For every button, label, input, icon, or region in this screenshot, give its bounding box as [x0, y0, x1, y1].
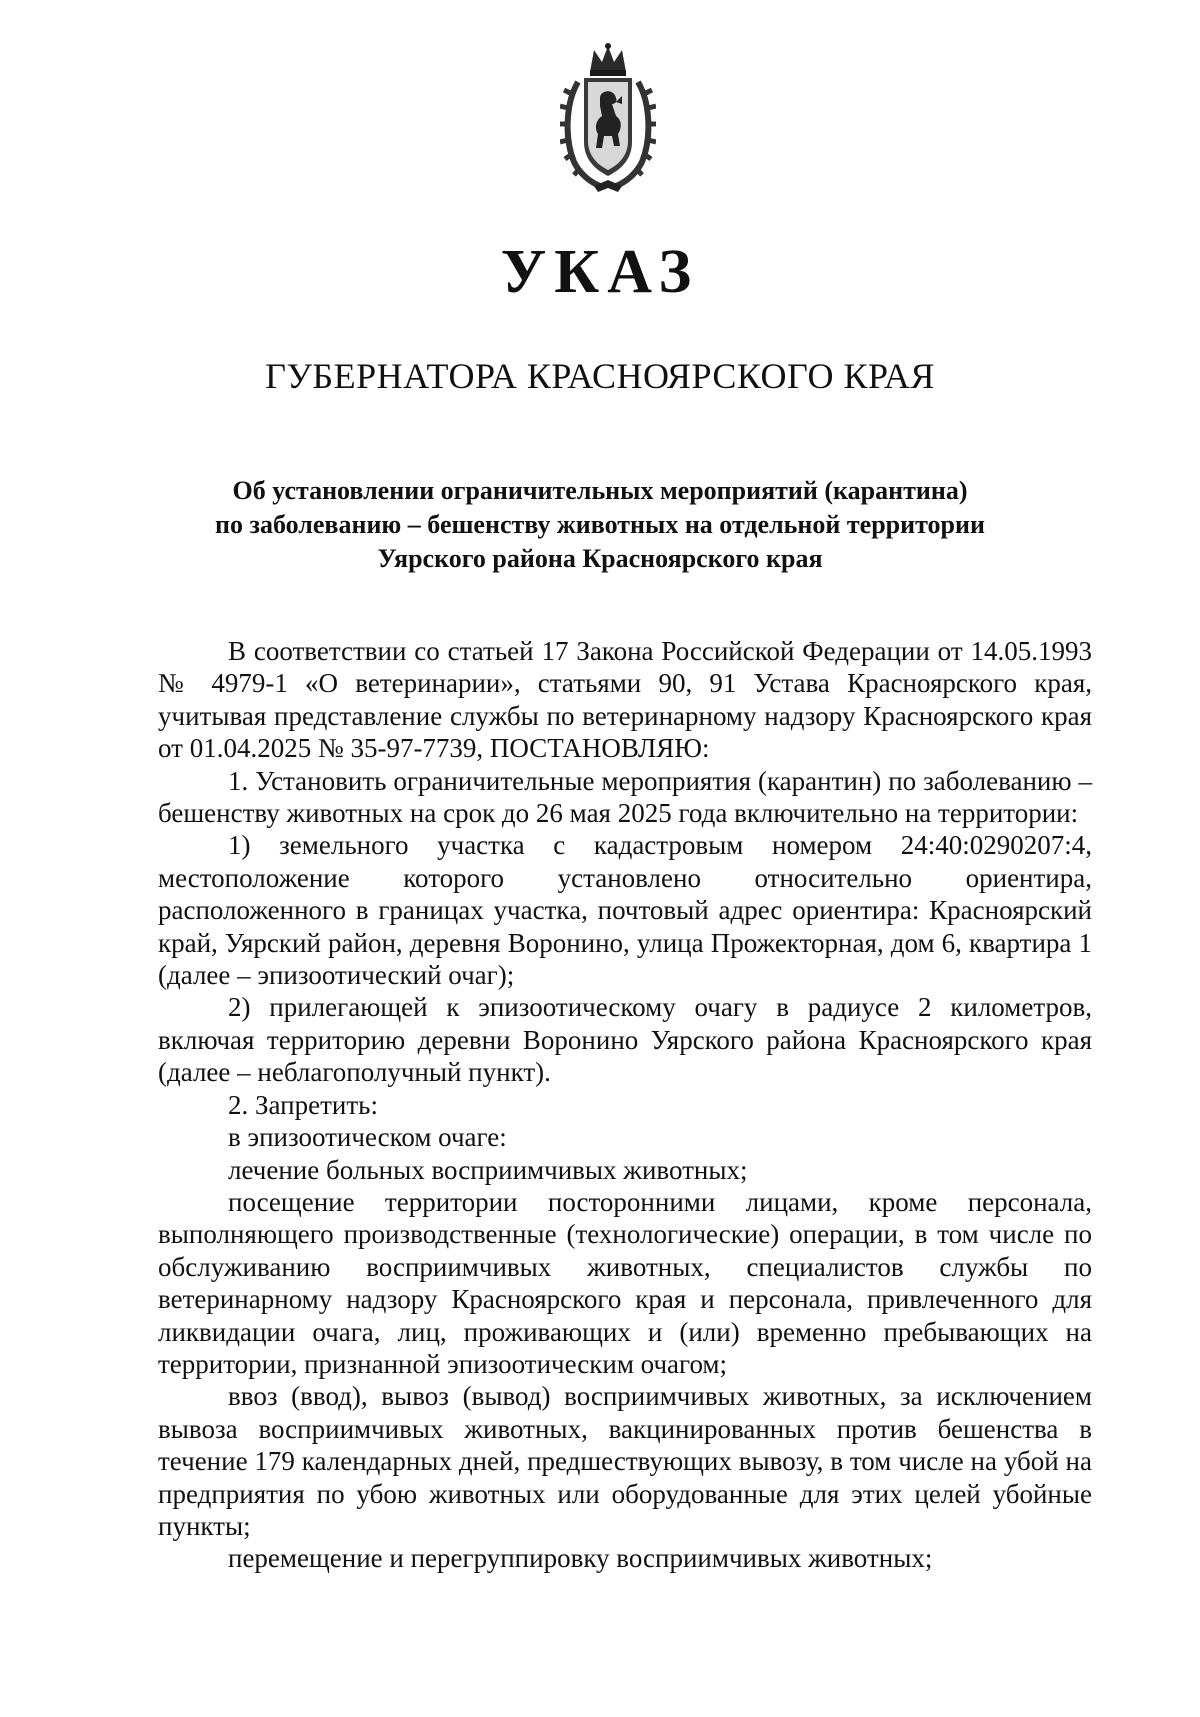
decree-body: [158, 635, 1092, 1575]
coat-of-arms-icon: [560, 42, 656, 194]
subject-line: Уярского района Красноярского края: [377, 544, 823, 573]
subject-line: по заболеванию – бешенству животных на отдельной территории: [215, 510, 985, 539]
clause-2-item: лечение больных восприимчивых животных;: [228, 1154, 748, 1185]
subject-line: Об установлении ограничительных мероприятий (карантина): [232, 476, 968, 505]
clause-2-item: перемещение и перегруппировку восприимчивых животных;: [228, 1543, 933, 1574]
clause-1-1-paragraph: 1) земельного участка с кадастровым номером 24:40:0290207:4, местоположение которого установлено относительно ориентира, расположенного в границах участка, почтовый адрес ориентира: Красноярский край, Уярский район, деревня Воронино, улица Прожекторная, дом 6, квартира 1 (далее – эпизоотический очаг);: [158, 830, 1092, 991]
clause-2-item: посещение территории посторонними лицами, кроме персонала, выполняющего производственные (технологические) операции, в том числе по обслуживанию восприимчивых животных, специалистов службы по ветеринарному надзору Красноярского края и персонала, привлеченного для ликвидации очага, лиц, проживающих и (или) временно пребывающих на территории, признанной эпизоотическим очагом;: [158, 1186, 1092, 1379]
issuer-title: ГУБЕРНАТОРА КРАСНОЯРСКОГО КРАЯ: [265, 356, 935, 396]
clause-2-item: ввоз (ввод), вывоз (вывод) восприимчивых животных, за исключением вывоза восприимчивых животных, вакцинированных против бешенства в течение 179 календарных дней, предшествующих вывозу, в том числе на убой на предприятия по убою животных или оборудованные для этих целей убойные пункты;: [158, 1381, 1092, 1541]
clause-2-intro: в эпизоотическом очаге:: [228, 1122, 507, 1153]
preamble-paragraph: В соответствии со статьей 17 Закона Российской Федерации от 14.05.1993 № 4979-1 «О ветеринарии», статьями 90, 91 Устава Красноярского края, учитывая представление службы по ветеринарному надзору Красноярского края от 01.04.2025 № 35-97-7739, ПОСТАНОВЛЯЮ:: [158, 636, 1092, 764]
decree-title: УКАЗ: [500, 238, 700, 306]
clause-1-paragraph: 1. Установить ограничительные мероприятия (карантин) по заболеванию – бешенству животных на срок до 26 мая 2025 года включительно на территории:: [158, 765, 1092, 829]
clause-2-paragraph: 2. Запретить:: [228, 1089, 378, 1120]
decree-subject: [160, 474, 1040, 576]
clause-1-2-paragraph: 2) прилегающей к эпизоотическому очагу в радиусе 2 километров, включая территорию деревни Воронино Уярского района Красноярского края (далее – неблагополучный пункт).: [158, 992, 1092, 1088]
